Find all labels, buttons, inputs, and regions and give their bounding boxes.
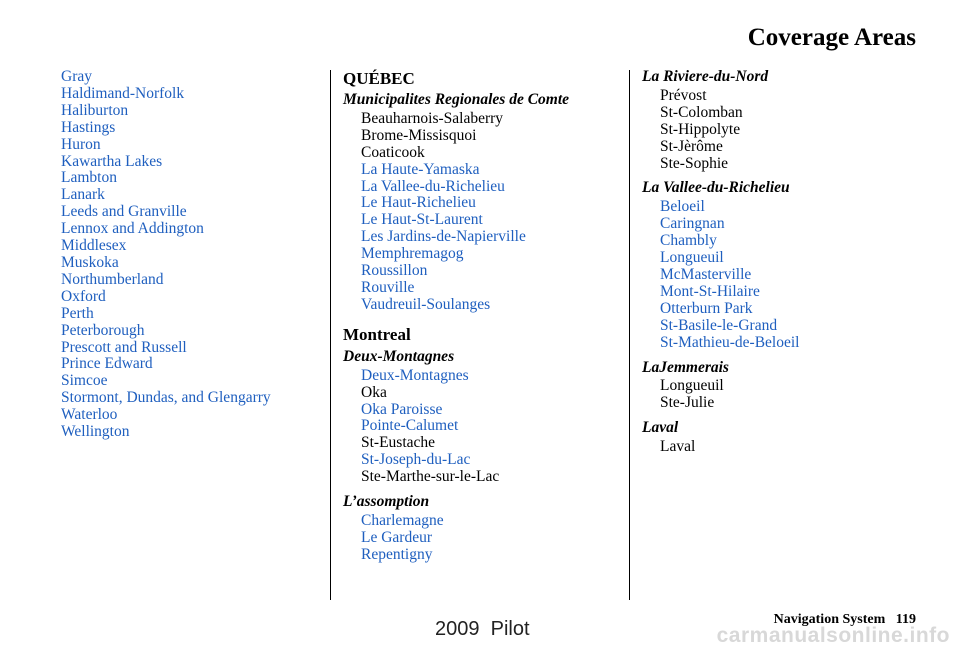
area-link[interactable]: Gray: [61, 68, 92, 85]
area-link[interactable]: Longueuil: [660, 249, 724, 267]
area-name: Longueuil: [660, 377, 724, 395]
area-link[interactable]: Rouville: [361, 278, 415, 296]
quebec-groups: [343, 92, 623, 314]
area-link[interactable]: Simcoe: [61, 372, 108, 390]
area-group: [642, 420, 932, 456]
area-link[interactable]: Hastings: [61, 118, 116, 136]
area-group: [343, 92, 623, 314]
group-heading: La Riviere-du-Nord: [642, 68, 769, 85]
area-link[interactable]: Charlemagne: [361, 511, 444, 529]
area-link[interactable]: Beloeil: [660, 198, 705, 216]
area-link[interactable]: Otterburn Park: [660, 299, 753, 317]
area-link[interactable]: St-Joseph-du-Lac: [361, 451, 471, 469]
group-heading: Laval: [642, 419, 679, 437]
area-name: Prévost: [660, 86, 707, 104]
area-link[interactable]: St-Basile-le-Grand: [660, 316, 778, 334]
montreal-groups: [343, 349, 623, 564]
area-link[interactable]: Northumberland: [61, 270, 164, 288]
group-heading: Municipalites Regionales de Comte: [343, 91, 570, 108]
area-link[interactable]: Stormont, Dundas, and Glengarry: [61, 389, 271, 407]
area-name: Brome-Missisquoi: [361, 126, 477, 144]
column-divider: [330, 70, 331, 600]
area-link[interactable]: Kawartha Lakes: [61, 152, 163, 170]
column-divider: [629, 70, 630, 600]
area-link[interactable]: Roussillon: [361, 262, 428, 280]
area-link[interactable]: Le Haut-St-Laurent: [361, 211, 483, 229]
area-link[interactable]: Waterloo: [61, 406, 118, 424]
area-name: Ste-Julie: [660, 394, 715, 412]
area-name: Oka: [361, 383, 387, 401]
area-link[interactable]: Middlesex: [61, 237, 127, 255]
region-heading-quebec: QUÉBEC: [343, 69, 415, 88]
area-link[interactable]: St-Mathieu-de-Beloeil: [660, 333, 800, 351]
area-link[interactable]: Caringnan: [660, 215, 725, 233]
area-link[interactable]: La Vallee-du-Richelieu: [361, 177, 505, 195]
area-link[interactable]: Memphremagog: [361, 245, 464, 263]
area-group: [642, 360, 932, 413]
group-heading: Deux-Montagnes: [343, 347, 455, 365]
page-title: Coverage Areas: [747, 24, 916, 51]
area-group: [642, 180, 932, 351]
area-link[interactable]: Vaudreuil-Soulanges: [361, 295, 491, 313]
region-heading-montreal: Montreal: [343, 324, 411, 344]
area-link[interactable]: Leeds and Granville: [61, 203, 187, 221]
area-name: Beauharnois-Salaberry: [361, 109, 504, 127]
area-link[interactable]: Prescott and Russell: [61, 338, 187, 356]
area-link[interactable]: Le Gardeur: [361, 528, 432, 546]
area-link[interactable]: Mont-St-Hilaire: [660, 282, 760, 300]
area-link[interactable]: McMasterville: [660, 265, 752, 283]
area-link[interactable]: Lambton: [61, 169, 117, 187]
group-heading: L’assomption: [343, 493, 430, 511]
area-link[interactable]: Deux-Montagnes: [361, 366, 469, 384]
model-label: 2009 Pilot: [435, 618, 530, 640]
area-link[interactable]: Le Haut-Richelieu: [361, 194, 476, 212]
area-group: [343, 494, 623, 564]
area-name: St-Jèrôme: [660, 137, 723, 155]
area-link[interactable]: Repentigny: [361, 545, 433, 563]
area-link[interactable]: Prince Edward: [61, 355, 153, 373]
area-link[interactable]: La Haute-Yamaska: [361, 160, 480, 178]
area-link[interactable]: Wellington: [61, 423, 130, 441]
area-name: St-Eustache: [361, 434, 436, 452]
area-name: St-Hippolyte: [660, 120, 741, 138]
group-heading: LaJemmerais: [642, 358, 729, 376]
area-link[interactable]: Pointe-Calumet: [361, 417, 459, 435]
area-group: [343, 349, 623, 486]
area-link[interactable]: Lennox and Addington: [61, 220, 204, 238]
site-watermark: carmanualsonline.info: [716, 624, 950, 647]
footer-section-label: Navigation System: [773, 612, 886, 627]
area-link[interactable]: Chambly: [660, 232, 717, 250]
area-link[interactable]: Peterborough: [61, 321, 145, 339]
area-link[interactable]: Huron: [61, 135, 101, 153]
area-link[interactable]: Haliburton: [61, 101, 129, 119]
area-link[interactable]: Lanark: [61, 186, 105, 204]
area-name: Coaticook: [361, 143, 425, 161]
page-number: 119: [895, 612, 916, 627]
area-link[interactable]: Perth: [61, 304, 94, 322]
area-link[interactable]: Haldimand-Norfolk: [61, 84, 185, 102]
column-quebec: [343, 69, 623, 572]
area-link[interactable]: Oxford: [61, 287, 106, 305]
area-name: St-Colomban: [660, 103, 743, 121]
area-link[interactable]: Muskoka: [61, 253, 119, 271]
area-name: Ste-Marthe-sur-le-Lac: [361, 468, 500, 486]
column-quebec-continued: [642, 69, 932, 464]
area-group: [642, 69, 932, 172]
group-heading: La Vallee-du-Richelieu: [642, 179, 790, 197]
area-name: Ste-Sophie: [660, 154, 729, 172]
area-link[interactable]: Les Jardins-de-Napierville: [361, 228, 526, 246]
area-link[interactable]: Oka Paroisse: [361, 400, 443, 418]
column-ontario-counties: [61, 69, 326, 441]
area-name: Laval: [660, 438, 696, 456]
